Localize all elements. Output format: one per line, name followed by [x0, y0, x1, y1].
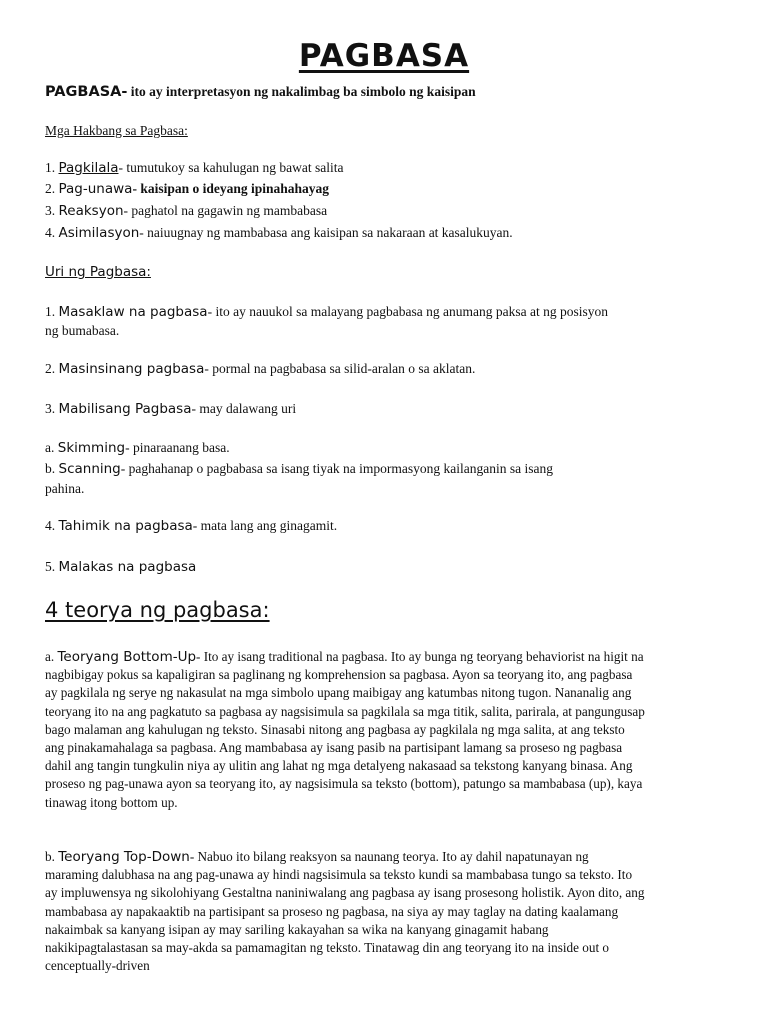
type-label: Masaklaw na pagbasa [58, 304, 208, 320]
step-label: Pag-unawa [58, 181, 133, 197]
type-label: Malakas na pagbasa [58, 559, 197, 575]
definition-text: ito ay interpretasyon ng nakalimbag ba simbolo ng kaisipan [127, 84, 476, 99]
theory-bottom-up-paragraph: a. Teoryang Bottom-Up- Ito ay isang traditional na pagbasa. Ito ay bunga ng teoryang behaviorist na higit na nagbibigay pokus sa kapaligiran sa paglinang ng komprehension sa pagbasa. Ayon sa teoryang ito, ang pagbasa ay pagkilala ng serye ng nakasulat na mga simbolo upang maibigay ang katumbas nitong tugon. Nananalig ang teoryang ito na ang pagkatuto sa pagbasa ay nagsisimula sa pagkilala sa mga titik, salita, parirala, at pangungusap bago malaman ang kahulugan ng teksto. Sinasabi nitong ang pagbasa ay pagkilala ng mga salita, at ang teksto ang pinakamahalaga sa pagbasa. Ang mambabasa ay isang pasib na partisipant lamang sa proseso ng pagbasa dahil ang tangin tungkulin niya ay ulitin ang lahat ng mga detalyeng nakasaad sa tekstong kanyang binasa. Ang proseso ng pag-unawa ayon sa teoryang ito, ay nagsisimula sa teksto (bottom), patungo sa mambabasa (up), kaya tinawag itong bottom up. [45, 649, 645, 810]
subtype-label: Skimming [57, 440, 126, 456]
step-item-4: 4. Asimilasyon- naiuugnay ng mambabasa ang kaisipan sa nakaraan at kasalukuyan. [45, 225, 513, 241]
subtype-item-b: b. Scanning- paghahanap o pagbabasa sa isang tiyak na impormasyong kailanganin sa isang [45, 461, 554, 477]
theory-label: Teoryang Bottom-Up [57, 649, 197, 665]
type-label: Mabilisang Pagbasa [58, 401, 192, 417]
definition-term: PAGBASA- [45, 84, 128, 100]
type-item-4: 4. Tahimik na pagbasa- mata lang ang ginagamit. [45, 518, 338, 534]
step-item-2: 2. Pag-unawa- kaisipan o ideyang ipinahahayag [45, 181, 330, 197]
theory-label: Teoryang Top-Down [58, 849, 190, 865]
theories-heading: 4 teorya ng pagbasa: [45, 598, 270, 622]
type-item-3: 3. Mabilisang Pagbasa- may dalawang uri [45, 401, 297, 417]
type-item-1: 1. Masaklaw na pagbasa- ito ay nauukol sa malayang pagbabasa ng anumang paksa at ng posisyon [45, 304, 608, 320]
definition-line [45, 84, 476, 100]
step-label: Asimilasyon [58, 225, 140, 241]
steps-heading: Mga Hakbang sa Pagbasa: [45, 123, 188, 138]
type-label: Masinsinang pagbasa [58, 361, 205, 377]
type-item-5: 5. Malakas na pagbasa [45, 559, 197, 575]
step-label: Pagkilala [58, 160, 119, 176]
subtype-item-a: a. Skimming- pinaraanang basa. [45, 440, 230, 456]
step-item-3: 3. Reaksyon- paghatol na gagawin ng mambabasa [45, 203, 328, 219]
type-item-1-cont: ng bumabasa. [45, 323, 120, 338]
type-item-2: 2. Masinsinang pagbasa- pormal na pagbabasa sa silid-aralan o sa aklatan. [45, 361, 476, 377]
step-label: Reaksyon [58, 203, 124, 219]
theory-top-down-paragraph: b. Teoryang Top-Down- Nabuo ito bilang reaksyon sa naunang teorya. Ito ay dahil napatunayan ng maraming dalubhasa na ang pag-unawa ay hindi nagsisimula sa teksto kundi sa mambabasa tungo sa teksto. Ito ay impluwensya ng sikolohiyang Gestaltna naniniwalang ang pagbasa ay isang prosesong holistik. Ayon dito, ang mambabasa ay napakaaktib na partisipant sa proseso ng pagbasa, na siya ay may taglay na dating kaalamang nakaimbak sa kanyang isipan ay may sariling kakayahan sa wika na kanyang ginagamit habang nakikipagtalastasan sa may-akda sa pamamagitan ng teksto. Tinatawag din ang teoryang ito na inside out o cenceptually-driven [45, 849, 645, 974]
page-title: PAGBASA [298, 38, 470, 74]
subtype-item-b-cont: pahina. [45, 481, 85, 496]
step-item-1: 1. Pagkilala- tumutukoy sa kahulugan ng bawat salita [45, 160, 344, 176]
type-label: Tahimik na pagbasa [58, 518, 193, 534]
subtype-label: Scanning [58, 461, 121, 477]
types-heading: Uri ng Pagbasa: [45, 264, 151, 280]
